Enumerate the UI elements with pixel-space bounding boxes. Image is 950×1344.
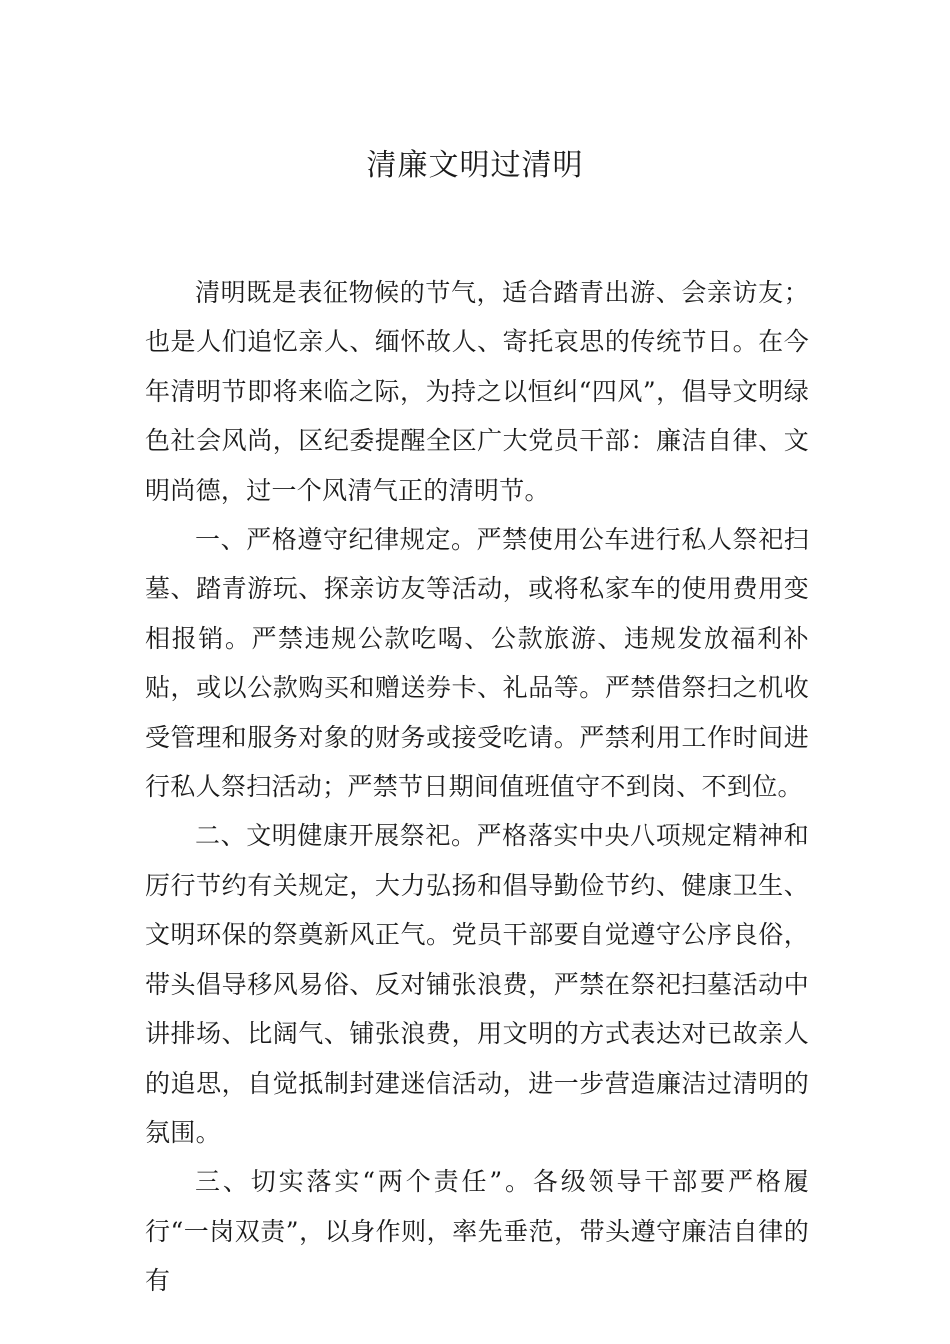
- document-body: [145, 268, 809, 1306]
- paragraph-section-2: 二、文明健康开展祭祀。严格落实中央八项规定精神和厉行节约有关规定，大力弘扬和倡导勤俭节约、健康卫生、文明环保的祭奠新风正气。党员干部要自觉遵守公序良俗，带头倡导移风易俗、反对铺张浪费，严禁在祭祀扫墓活动中讲排场、比阔气、铺张浪费，用文明的方式表达对已故亲人的追思，自觉抵制封建迷信活动，进一步营造廉洁过清明的氛围。: [145, 821, 809, 1147]
- document-title: 清廉文明过清明: [366, 148, 584, 183]
- paragraph-section-3: 三、切实落实“两个责任”。各级领导干部要严格履行“一岗双责”，以身作则，率先垂范，带头遵守廉洁自律的有: [145, 1167, 809, 1296]
- paragraph-intro: 清明既是表征物候的节气，适合踏青出游、会亲访友；也是人们追忆亲人、缅怀故人、寄托哀思的传统节日。在今年清明节即将来临之际，为持之以恒纠“四风”，倡导文明绿色社会风尚，区纪委提醒全区广大党员干部：廉洁自律、文明尚德，过一个风清气正的清明节。: [145, 278, 809, 505]
- paragraph-section-1: 一、严格遵守纪律规定。严禁使用公车进行私人祭祀扫墓、踏青游玩、探亲访友等活动，或将私家车的使用费用变相报销。严禁违规公款吃喝、公款旅游、违规发放福利补贴，或以公款购买和赠送券卡、礼品等。严禁借祭扫之机收受管理和服务对象的财务或接受吃请。严禁利用工作时间进行私人祭扫活动；严禁节日期间值班值守不到岗、不到位。: [145, 525, 809, 802]
